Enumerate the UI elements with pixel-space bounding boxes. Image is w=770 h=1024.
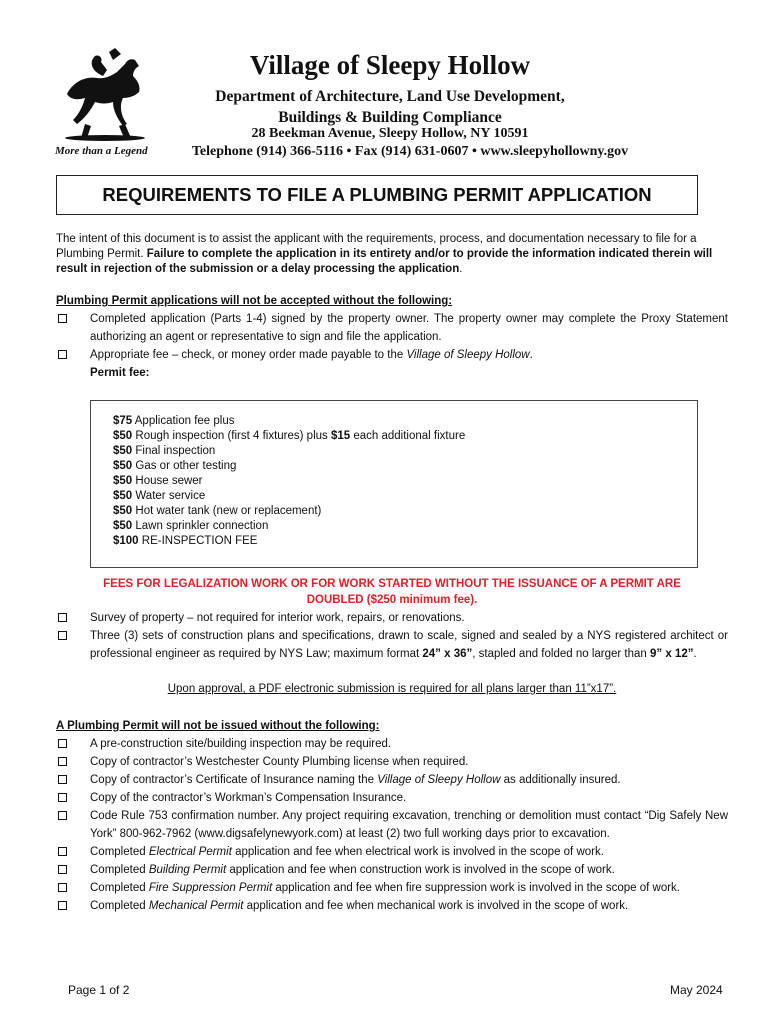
fee-desc: Final inspection (132, 445, 216, 457)
item-text: Appropriate fee – check, or money order made payable to the (90, 349, 407, 361)
intro-bold: Failure to complete the application in its entirety and/or to provide the information indicated therein will result in rejection of the submission or a delay processing the application (56, 248, 713, 275)
fee-desc: House sewer (132, 475, 203, 487)
item-text-end: application and fee when fire suppression work is involved in the scope of work. (272, 882, 681, 894)
permit-name: Building Permit (148, 864, 227, 876)
item-text-end: as additionally insured. (500, 774, 621, 786)
item-text: Copy of contractor’s Westchester County Plumbing license when required. (90, 756, 469, 768)
fee-line (113, 459, 465, 474)
department-name (170, 86, 610, 128)
fee-desc: RE-INSPECTION FEE (138, 535, 258, 547)
checkbox-icon[interactable] (58, 793, 67, 802)
checklist-item (56, 861, 728, 879)
checklist-item (56, 609, 728, 627)
fee-amount: $50 (113, 430, 133, 442)
fee-desc: Rough inspection (first 4 fixtures) plus (132, 430, 331, 442)
village-name: Village of Sleepy Hollow (406, 349, 530, 361)
checkbox-icon[interactable] (58, 613, 67, 622)
checkbox-icon[interactable] (58, 811, 67, 820)
item-text: Completed application (Parts 1-4) signed by the property owner. The property owner may complete the Proxy Statement authorizing an agent or representative to sign and file the application. (90, 313, 728, 343)
checklist-item (56, 789, 728, 807)
fee-list (113, 414, 465, 549)
item-text-end: application and fee when electrical work is involved in the scope of work. (231, 846, 604, 858)
fee-desc: Hot water tank (new or replacement) (132, 505, 322, 517)
checklist-item (56, 735, 728, 753)
checklist-item (56, 879, 728, 897)
item-text: Three (3) sets of construction plans and specifications, drawn to scale, signed and sealed by a NYS registered architect or professional engineer as required by NYS Law; maximum format (90, 630, 728, 660)
item-text: Completed (90, 864, 149, 876)
department-line-1: Department of Architecture, Land Use Development, (215, 88, 565, 105)
permit-fee-label-row (56, 364, 728, 382)
item-text: A pre-construction site/building inspection may be required. (90, 738, 392, 750)
checkbox-icon[interactable] (58, 847, 67, 856)
fee-amount: $75 (113, 415, 133, 427)
checkbox-icon[interactable] (58, 631, 67, 640)
fee-amount: $50 (113, 445, 133, 457)
fee-desc: Application fee plus (132, 415, 235, 427)
headless-horseman-logo (55, 46, 155, 142)
item-text-end: application and fee when mechanical work is involved in the scope of work. (243, 900, 629, 912)
notice-line-1: FEES FOR LEGALIZATION WORK OR FOR WORK STARTED WITHOUT THE ISSUANCE OF A PERMIT ARE (103, 578, 681, 590)
contact-line: Telephone (914) 366-5116 • Fax (914) 631-0607 • www.sleepyhollowny.gov (191, 144, 629, 159)
item-text-end: application and fee when construction work is involved in the scope of work. (226, 864, 615, 876)
checkbox-icon[interactable] (58, 865, 67, 874)
checkbox-icon[interactable] (58, 739, 67, 748)
checkbox-icon[interactable] (58, 883, 67, 892)
pdf-submission-note: Upon approval, a PDF electronic submission is required for all plans larger than 11”x17”. (167, 683, 617, 695)
fee-amount: $50 (113, 505, 133, 517)
checklist-item (56, 897, 728, 915)
fee-desc: Gas or other testing (132, 460, 237, 472)
checklist-item (56, 627, 728, 663)
checklist-item (56, 346, 728, 364)
fee-amount: $100 (113, 535, 139, 547)
fee-amount: $50 (113, 490, 133, 502)
section-documents (56, 609, 728, 663)
fee-line (113, 534, 465, 549)
fee-amount-extra: $15 (330, 430, 351, 442)
item-text-end: . (529, 349, 533, 361)
permit-fee-label: Permit fee: (90, 367, 150, 379)
village-title: Village of Sleepy Hollow (249, 50, 531, 80)
item-text-mid: , stapled and folded no larger than (472, 648, 650, 660)
item-text: Copy of the contractor’s Workman’s Compensation Insurance. (90, 792, 407, 804)
fee-line (113, 474, 465, 489)
max-format: 24” x 36” (422, 648, 473, 660)
section-issuance-heading: A Plumbing Permit will not be issued without the following: (56, 720, 380, 732)
checklist-item (56, 310, 728, 346)
fee-line (113, 429, 465, 444)
permit-name: Electrical Permit (148, 846, 232, 858)
address: 28 Beekman Avenue, Sleepy Hollow, NY 10591 (251, 126, 529, 141)
section-acceptance (56, 292, 728, 382)
fee-amount: $50 (113, 520, 133, 532)
fee-line (113, 504, 465, 519)
checklist-item (56, 753, 728, 771)
intro-paragraph (56, 232, 728, 277)
fee-desc-extra: each additional fixture (350, 430, 466, 442)
item-text: Survey of property – not required for interior work, repairs, or renovations. (90, 612, 465, 624)
folded-size: 9” x 12” (650, 648, 694, 660)
checkbox-icon[interactable] (58, 757, 67, 766)
item-text: Code Rule 753 confirmation number. Any project requiring excavation, trenching or demolition must contact “Dig Safely New York” 800-962-7962 (www.digsafelynewyork.com) at least (2) two full working days prior to excavation. (90, 810, 728, 840)
item-text-end: . (693, 648, 697, 660)
fee-amount: $50 (113, 475, 133, 487)
checkbox-icon[interactable] (58, 350, 67, 359)
item-text: Completed (90, 846, 149, 858)
checklist-item (56, 843, 728, 861)
page-number: Page 1 of 2 (68, 983, 130, 997)
department-line-2: Buildings & Building Compliance (278, 109, 502, 126)
item-text: Completed (90, 882, 149, 894)
fee-desc: Lawn sprinkler connection (132, 520, 269, 532)
permit-name: Mechanical Permit (148, 900, 244, 912)
fee-desc: Water service (132, 490, 206, 502)
item-text: Completed (90, 900, 149, 912)
permit-name: Fire Suppression Permit (148, 882, 273, 894)
checklist-item (56, 807, 728, 843)
legalization-notice (56, 576, 728, 608)
checklist-item (56, 771, 728, 789)
section-acceptance-heading: Plumbing Permit applications will not be accepted without the following: (56, 295, 453, 307)
fee-amount: $50 (113, 460, 133, 472)
checkbox-icon[interactable] (58, 901, 67, 910)
checkbox-icon[interactable] (58, 775, 67, 784)
logo-tagline: More than a Legend (55, 145, 148, 157)
checkbox-icon[interactable] (58, 314, 67, 323)
fee-line (113, 414, 465, 429)
intro-end: . (459, 263, 463, 275)
fee-line (113, 489, 465, 504)
notice-line-2: DOUBLED ($250 minimum fee). (306, 594, 478, 606)
intro-plain: The intent of this document is to assist the applicant with the requirements, process, and documentation necessary to file for a Plumbing Permit. (56, 233, 697, 260)
village-name: Village of Sleepy Hollow (377, 774, 501, 786)
item-text: Copy of contractor’s Certificate of Insurance naming the (90, 774, 378, 786)
document-title: REQUIREMENTS TO FILE A PLUMBING PERMIT APPLICATION (56, 175, 698, 215)
document-date: May 2024 (670, 983, 723, 997)
section-issuance (56, 717, 728, 915)
fee-line (113, 519, 465, 534)
fee-line (113, 444, 465, 459)
